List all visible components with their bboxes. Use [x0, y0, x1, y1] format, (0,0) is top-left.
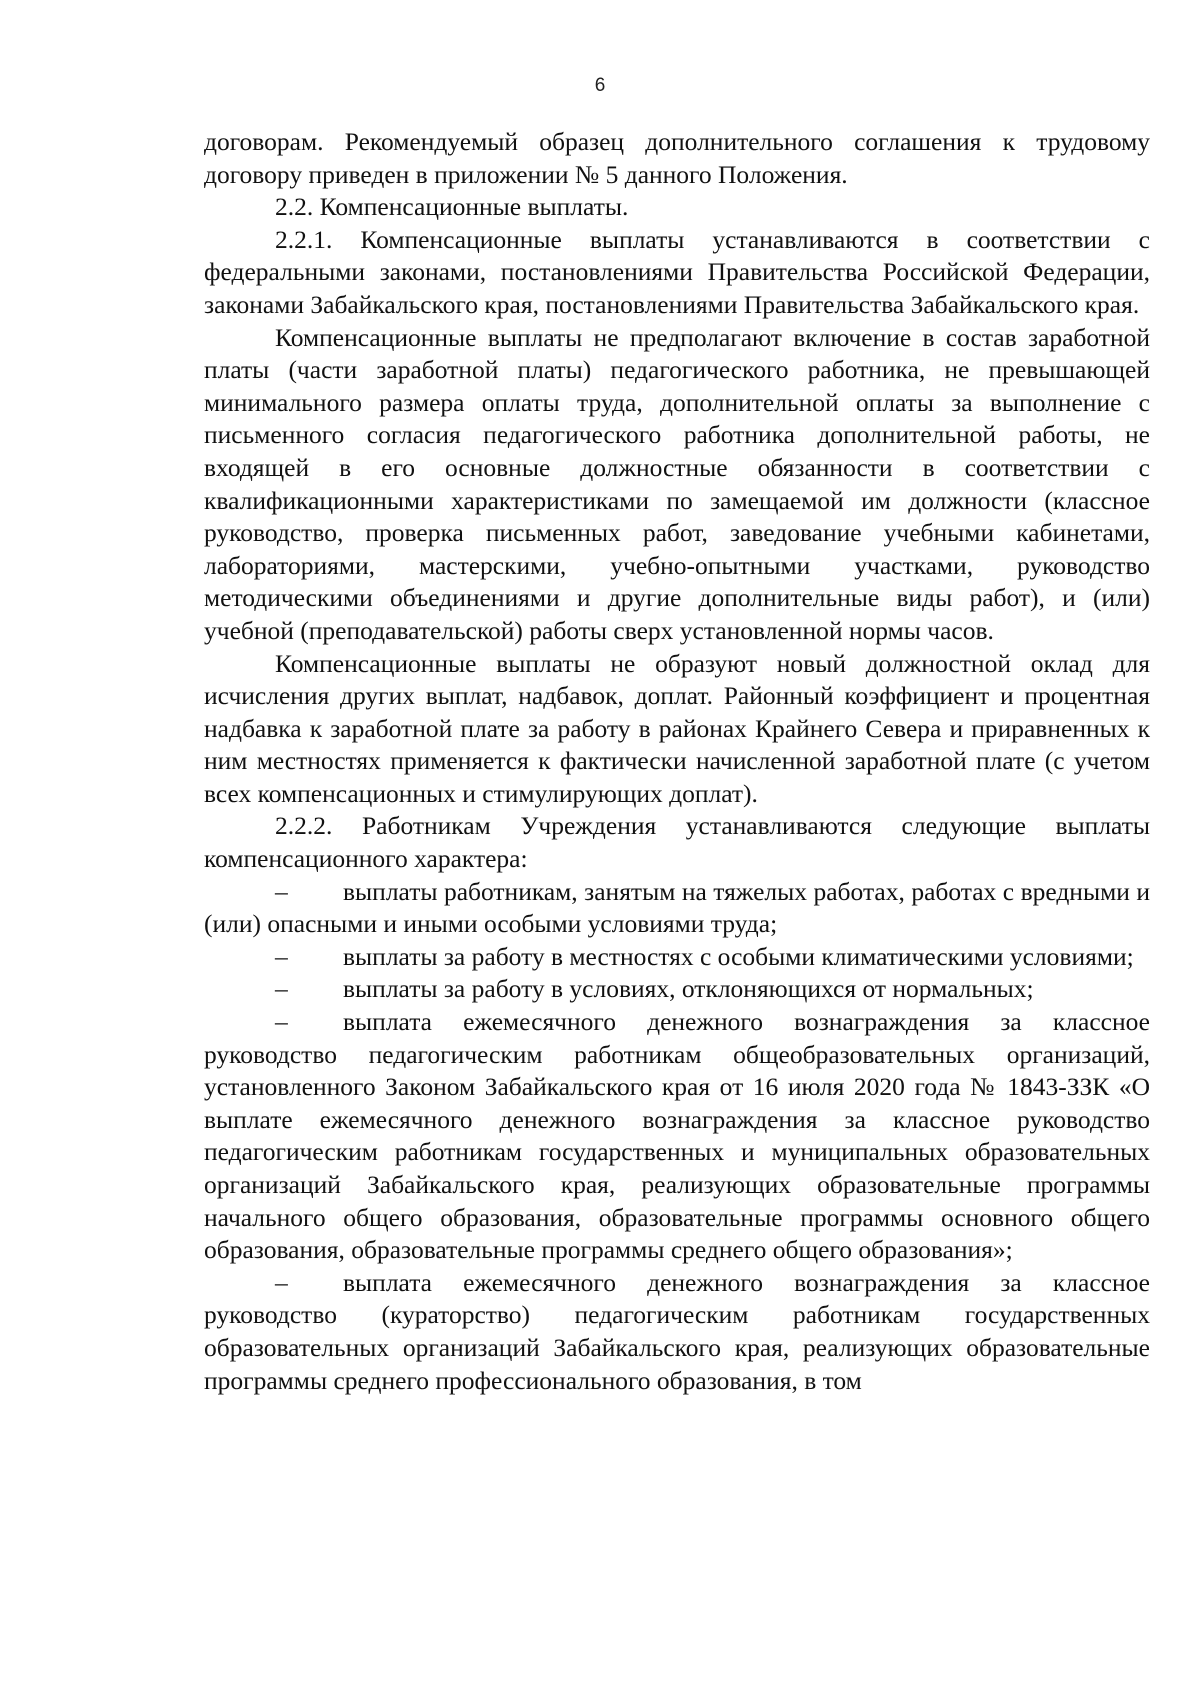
- list-item: [204, 941, 1150, 974]
- list-item-text: выплаты работникам, занятым на тяжелых работах, работах с вредными и (или) опасными и иными особыми условиями труда;: [204, 876, 1150, 939]
- bullet-dash: –: [275, 876, 288, 906]
- bullet-dash: –: [275, 1007, 288, 1037]
- page-number: 6: [594, 75, 606, 96]
- bullet-dash: –: [275, 1267, 288, 1297]
- list-item-text: выплаты за работу в условиях, отклоняющихся от нормальных;: [343, 974, 1034, 1004]
- bullet-dash: –: [275, 974, 288, 1004]
- list-item: [204, 876, 1150, 941]
- list-item: [204, 973, 1150, 1006]
- paragraph-compensation-exclusion: Компенсационные выплаты не предполагают включение в состав заработной платы (части заработной платы) педагогического работника, не превышающей минимального размера оплаты труда, дополнительной оплаты за выполнение с письменного согласия педагогического работника дополнительной работы, не входящей в его основные должностные обязанности в соответствии с квалификационными характеристиками по замещаемой им должности (классное руководство, проверка письменных работ, заведование учебными кабинетами, лабораториями, мастерскими, учебно-опытными участками, руководство методическими объединениями и другие дополнительные виды работ), и (или) учебной (преподавательской) работы сверх установленной нормы часов.: [204, 322, 1150, 645]
- list-item-text: выплата ежемесячного денежного вознаграждения за классное руководство (кураторство) педагогическим работникам государственных образовательных организаций Забайкальского края, реализующих образовательные программы среднего профессионального образования, в том: [204, 1267, 1150, 1395]
- paragraph-2-2-2: 2.2.2. Работникам Учреждения устанавливаются следующие выплаты компенсационного характера:: [204, 811, 1150, 874]
- document-body: [204, 126, 1150, 1397]
- paragraph-continuation: договорам. Рекомендуемый образец дополнительного соглашения к трудовому договору приведен в приложении № 5 данного Положения.: [204, 127, 1150, 189]
- bullet-dash: –: [275, 941, 288, 971]
- list-item: [204, 1006, 1150, 1267]
- list-item-text: выплата ежемесячного денежного вознаграждения за классное руководство педагогическим работникам общеобразовательных организаций, установленного Законом Забайкальского края от 16 июля 2020 года № 1843-ЗЗК «О выплате ежемесячного денежного вознаграждения за классное руководство педагогическим работникам государственных и муниципальных образовательных организаций Забайкальского края, реализующих образовательные программы начального общего образования, образовательные программы основного общего образования, образовательные программы среднего общего образования»;: [204, 1007, 1150, 1265]
- paragraph-regional-coefficient: Компенсационные выплаты не образуют новый должностной оклад для исчисления других выплат, надбавок, доплат. Районный коэффициент и процентная надбавка к заработной плате за работу в районах Крайнего Севера и приравненных к ним местностях применяется к фактически начисленной заработной плате (с учетом всех компенсационных и стимулирующих доплат).: [204, 648, 1150, 808]
- paragraph-2-2-1: 2.2.1. Компенсационные выплаты устанавливаются в соответствии с федеральными законами, постановлениями Правительства Российской Федерации, законами Забайкальского края, постановлениями Правительства Забайкальского края.: [204, 224, 1150, 319]
- list-item-text: выплаты за работу в местностях с особыми климатическими условиями;: [343, 941, 1134, 971]
- list-item: [204, 1267, 1150, 1397]
- section-heading-2-2: 2.2. Компенсационные выплаты.: [275, 192, 629, 222]
